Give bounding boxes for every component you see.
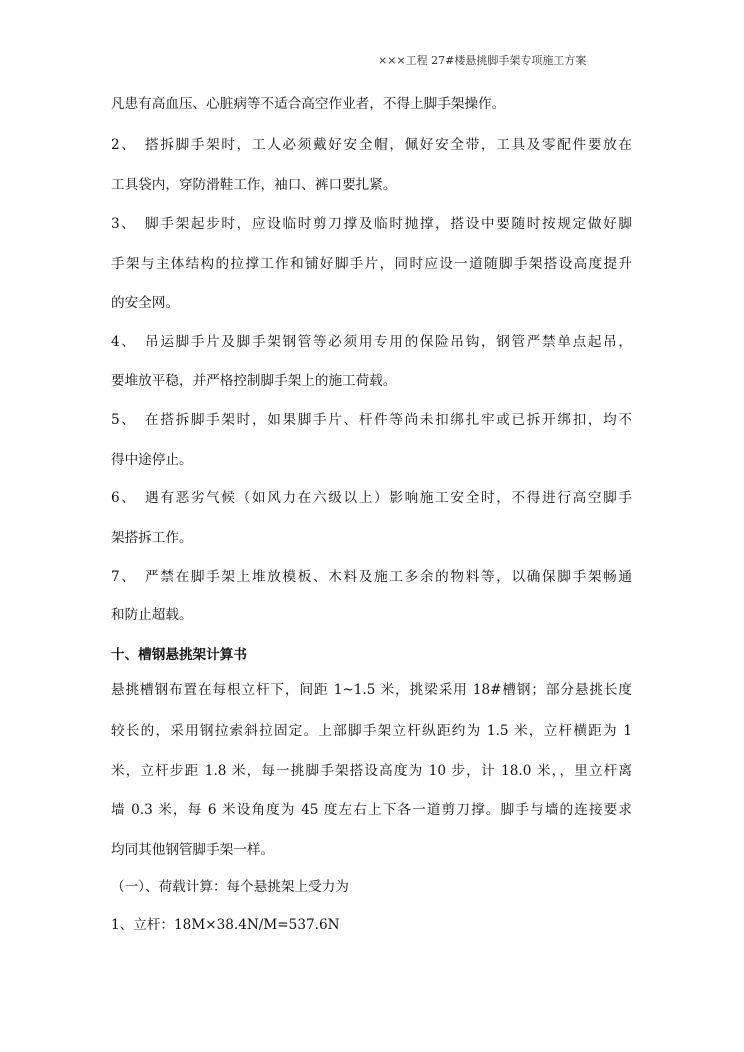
text-line: 工具袋内，穿防滑鞋工作，袖口、裤口要扎紧。 xyxy=(111,177,397,193)
text-line: 得中途停止。 xyxy=(111,452,193,468)
text-line: 均同其他钢管脚手架一样。 xyxy=(111,842,275,858)
text-line: 较长的，采用钢拉索斜拉固定。上部脚手架立杆纵距约为 1.5 米，立杆横距为 1 xyxy=(111,723,632,739)
page-header: ×××工程 27#楼悬挑脚手架专项施工方案 xyxy=(378,54,587,67)
text-line: 悬挑槽钢布置在每根立杆下，间距 1~1.5 米，挑梁采用 18#槽钢；部分悬挑长度 xyxy=(111,682,632,698)
text-line: 凡患有高血压、心脏病等不适合高空作业者，不得上脚手架操作。 xyxy=(111,96,506,112)
text-line: 6、 遇有恶劣气候（如风力在六级以上）影响施工安全时，不得进行高空脚手 xyxy=(111,490,632,506)
text-line: 和防止超载。 xyxy=(111,607,193,623)
text-line: 2、 搭拆脚手架时，工人必须戴好安全帽，佩好安全带，工具及零配件要放在 xyxy=(111,137,632,153)
text-line: 5、 在搭拆脚手架时，如果脚手片、杆件等尚未扣绑扎牢或已拆开绑扣，均不 xyxy=(111,412,632,428)
text-line: （一）、荷载计算：每个悬挑架上受力为 xyxy=(111,879,349,895)
text-line: 米，立杆步距 1.8 米，每一挑脚手架搭设高度为 10 步，计 18.0 米，，里立杆离 xyxy=(111,763,632,779)
text-line: 3、 脚手架起步时，应设临时剪刀撑及临时抛撑，搭设中要随时按规定做好脚 xyxy=(111,216,632,232)
text-line: 7、 严禁在脚手架上堆放模板、木料及施工多余的物料等，以确保脚手架畅通 xyxy=(111,569,632,585)
section-heading: 十、槽钢悬挑架计算书 xyxy=(111,647,247,663)
text-line: 手架与主体结构的拉撑工作和铺好脚手片，同时应设一道随脚手架搭设高度提升 xyxy=(111,256,632,272)
text-line: 要堆放平稳，并严格控制脚手架上的施工荷载。 xyxy=(111,373,397,389)
text-line: 1、立杆：18M×38.4N/M=537.6N xyxy=(111,917,340,933)
text-line: 4、 吊运脚手片及脚手架钢管等必须用专用的保险吊钩，钢管严禁单点起吊， xyxy=(111,334,632,350)
text-line: 架搭拆工作。 xyxy=(111,530,193,546)
text-line: 的安全网。 xyxy=(111,295,179,311)
text-line: 墙 0.3 米，每 6 米设角度为 45 度左右上下各一道剪刀撑。脚手与墙的连接要求 xyxy=(111,802,632,818)
